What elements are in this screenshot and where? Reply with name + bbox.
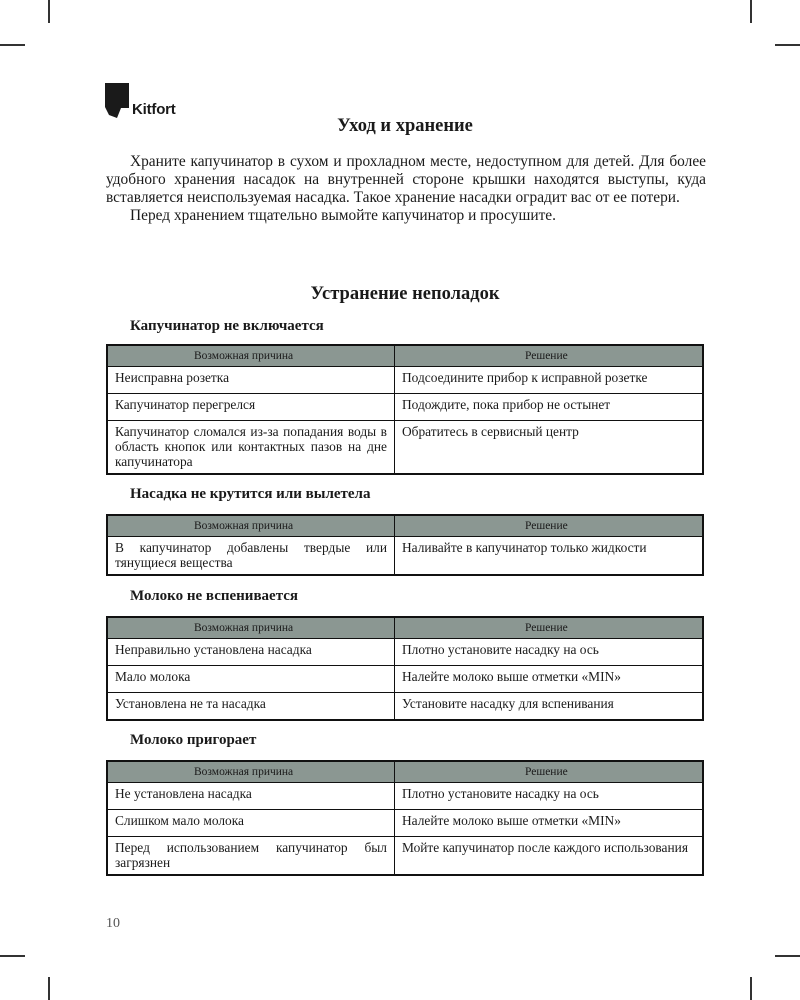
table-header — [107, 617, 703, 639]
solution-cell: Налейте молоко выше отметки «MIN» — [395, 666, 704, 693]
kitfort-logo — [105, 83, 176, 118]
solution-cell: Налейте молоко выше отметки «MIN» — [395, 810, 704, 837]
solution-cell: Подсоедините прибор к исправной розетке — [395, 367, 704, 394]
cause-cell: Неправильно установлена насадка — [107, 639, 395, 666]
storage-text — [106, 153, 706, 225]
column-header-solution: Решение — [395, 515, 704, 537]
troubleshooting-table — [106, 616, 704, 721]
column-header-cause: Возможная причина — [107, 345, 395, 367]
crop-mark — [0, 955, 25, 957]
table-header — [107, 515, 703, 537]
table-header — [107, 761, 703, 783]
cause-cell: Слишком мало молока — [107, 810, 395, 837]
table-row — [107, 837, 703, 876]
table-row — [107, 367, 703, 394]
crop-mark — [48, 977, 50, 1000]
table-row — [107, 537, 703, 576]
troubleshooting-table — [106, 514, 704, 576]
crop-mark — [775, 955, 800, 957]
column-header-cause: Возможная причина — [107, 515, 395, 537]
column-header-solution: Решение — [395, 345, 704, 367]
cause-cell: Капучинатор перегрелся — [107, 394, 395, 421]
troubleshooting-table — [106, 760, 704, 876]
page-number: 10 — [106, 916, 120, 931]
table-row — [107, 783, 703, 810]
column-header-cause: Возможная причина — [107, 761, 395, 783]
kitfort-logo-icon — [105, 83, 135, 118]
section-title: Насадка не крутится или вылетела — [130, 486, 371, 502]
cause-cell: Мало молока — [107, 666, 395, 693]
cause-cell: Перед использованием капучинатор был загрязнен — [107, 837, 395, 876]
table-row — [107, 666, 703, 693]
section-title: Молоко не вспенивается — [130, 588, 299, 604]
solution-cell: Плотно установите насадку на ось — [395, 783, 704, 810]
cause-cell: Неисправна розетка — [107, 367, 395, 394]
troubleshooting-table — [106, 344, 704, 475]
solution-cell: Наливайте в капучинатор только жидкости — [395, 537, 704, 576]
cause-cell: Установлена не та насадка — [107, 693, 395, 721]
brand-name: Kitfort — [132, 101, 176, 118]
solution-cell: Подождите, пока прибор не остынет — [395, 394, 704, 421]
column-header-cause: Возможная причина — [107, 617, 395, 639]
table-row — [107, 394, 703, 421]
crop-mark — [775, 44, 800, 46]
crop-mark — [48, 0, 50, 23]
solution-cell: Установите насадку для вспенивания — [395, 693, 704, 721]
crop-mark — [750, 0, 752, 23]
section-title: Капучинатор не включается — [130, 318, 324, 334]
cause-cell: В капучинатор добавлены твердые или тянущиеся вещества — [107, 537, 395, 576]
crop-mark — [0, 44, 25, 46]
table-header — [107, 345, 703, 367]
crop-mark — [750, 977, 752, 1000]
table-row — [107, 421, 703, 475]
section-title: Молоко пригорает — [130, 732, 257, 748]
storage-title: Уход и хранение — [337, 116, 473, 136]
table-row — [107, 810, 703, 837]
cause-cell: Не установлена насадка — [107, 783, 395, 810]
solution-cell: Плотно установите насадку на ось — [395, 639, 704, 666]
cause-cell: Капучинатор сломался из-за попадания воды в область кнопок или контактных пазов на дне капучинатора — [107, 421, 395, 475]
table-row — [107, 693, 703, 721]
storage-paragraph: Перед хранением тщательно вымойте капучинатор и просушите. — [130, 207, 556, 224]
column-header-solution: Решение — [395, 761, 704, 783]
table-row — [107, 639, 703, 666]
storage-paragraph: Храните капучинатор в сухом и прохладном месте, недоступном для детей. Для более удобного хранения насадок на внутренней стороне крышки находятся выступы, куда вставляется неиспользуемая насадка. Такое хранение насадки оградит вас от ее потери. — [106, 153, 706, 206]
troubleshooting-title: Устранение неполадок — [310, 284, 500, 304]
solution-cell: Мойте капучинатор после каждого использования — [395, 837, 704, 876]
column-header-solution: Решение — [395, 617, 704, 639]
solution-cell: Обратитесь в сервисный центр — [395, 421, 704, 475]
